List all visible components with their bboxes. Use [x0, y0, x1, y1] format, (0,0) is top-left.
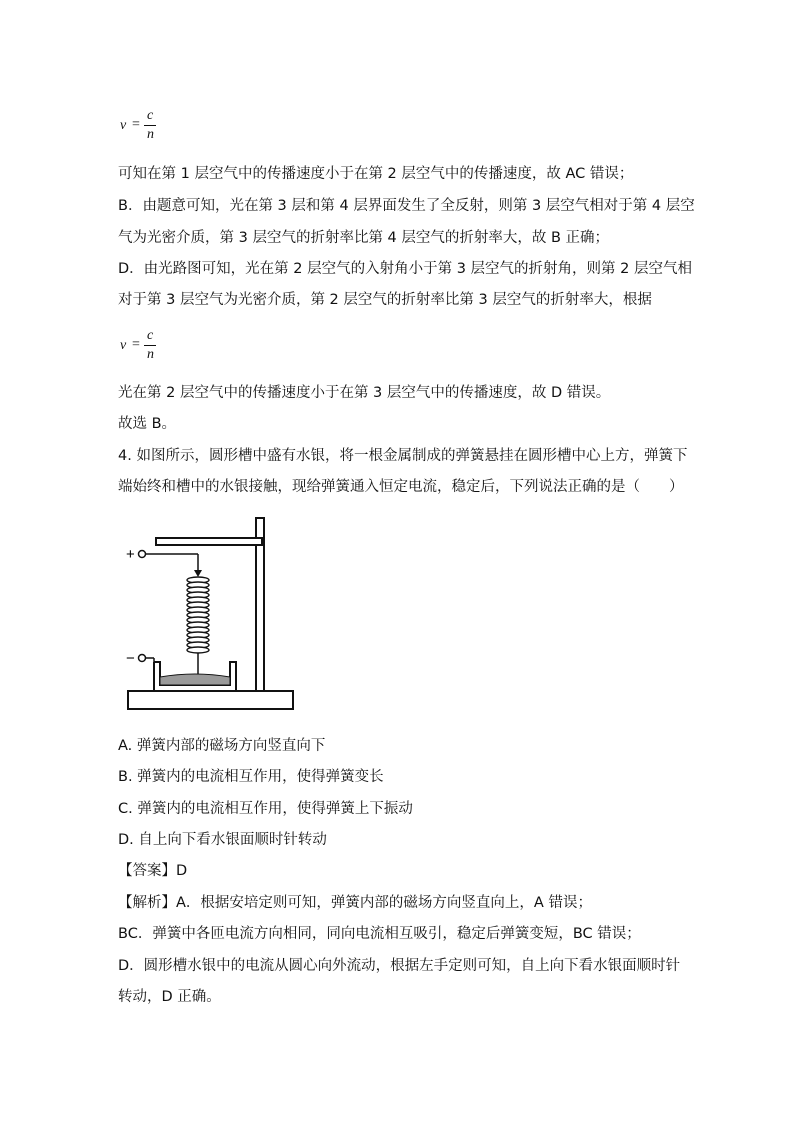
answer-line: 【答案】D — [118, 863, 188, 879]
formula-lhs: v — [120, 338, 127, 353]
formula-denominator: n — [147, 347, 154, 362]
text-line: 气为光密介质，第 3 层空气的折射率比第 4 层空气的折射率大，故 B 正确； — [118, 230, 610, 246]
minus-label: − — [126, 650, 135, 667]
option-c: C. 弹簧内的电流相互作用，使得弹簧上下振动 — [118, 801, 413, 817]
stand-arm — [156, 538, 262, 545]
option-d: D. 自上向下看水银面顺时针转动 — [118, 832, 327, 848]
fraction-bar — [144, 125, 156, 126]
plus-label: + — [126, 546, 135, 563]
question-stem: 端始终和槽中的水银接触，现给弹簧通入恒定电流，稳定后，下列说法正确的是（ ） — [118, 479, 684, 495]
minus-terminal-icon — [139, 655, 146, 662]
spring-coil — [187, 577, 209, 653]
analysis-line: BC．弹簧中各匝电流方向相同，同向电流相互吸引，稳定后弹簧变短，BC 错误； — [118, 926, 641, 942]
text-line: B．由题意可知，光在第 3 层和第 4 层界面发生了全反射，则第 3 层空气相对于第 4 层空 — [118, 198, 695, 214]
current-arrow-icon — [194, 570, 202, 577]
formula-numerator: c — [147, 328, 154, 343]
analysis-line: D．圆形槽水银中的电流从圆心向外流动，根据左手定则可知，自上向下看水银面顺时针 — [118, 958, 681, 974]
text-line: 光在第 2 层空气中的传播速度小于在第 3 层空气中的传播速度，故 D 错误。 — [118, 385, 611, 401]
fraction-bar — [144, 345, 156, 346]
option-a: A. 弹簧内部的磁场方向竖直向下 — [118, 738, 326, 754]
question-stem: 4. 如图所示，圆形槽中盛有水银，将一根金属制成的弹簧悬挂在圆形槽中心上方，弹簧下 — [118, 448, 688, 464]
text-line: 故选 B。 — [118, 416, 177, 432]
analysis-line: 转动，D 正确。 — [118, 989, 221, 1005]
formula-lhs: v — [120, 118, 127, 133]
spring-mercury-apparatus-diagram — [118, 512, 298, 712]
text-line: 可知在第 1 层空气中的传播速度小于在第 2 层空气中的传播速度，故 AC 错误； — [118, 166, 634, 182]
formula-denominator: n — [147, 127, 154, 142]
option-b: B. 弹簧内的电流相互作用，使得弹簧变长 — [118, 769, 384, 785]
mercury-surface — [160, 674, 230, 685]
base-platform — [128, 691, 293, 709]
formula-equals: = — [132, 117, 140, 132]
text-line: 对于第 3 层空气为光密介质，第 2 层空气的折射率比第 3 层空气的折射率大，根据 — [118, 292, 652, 308]
formula-numerator: c — [147, 108, 154, 123]
analysis-line: 【解析】A．根据安培定则可知，弹簧内部的磁场方向竖直向上，A 错误； — [118, 895, 592, 911]
plus-terminal-icon — [139, 551, 146, 558]
formula-equals: = — [132, 337, 140, 352]
text-line: D．由光路图可知，光在第 2 层空气的入射角小于第 3 层空气的折射角，则第 2 层空气相 — [118, 261, 692, 277]
